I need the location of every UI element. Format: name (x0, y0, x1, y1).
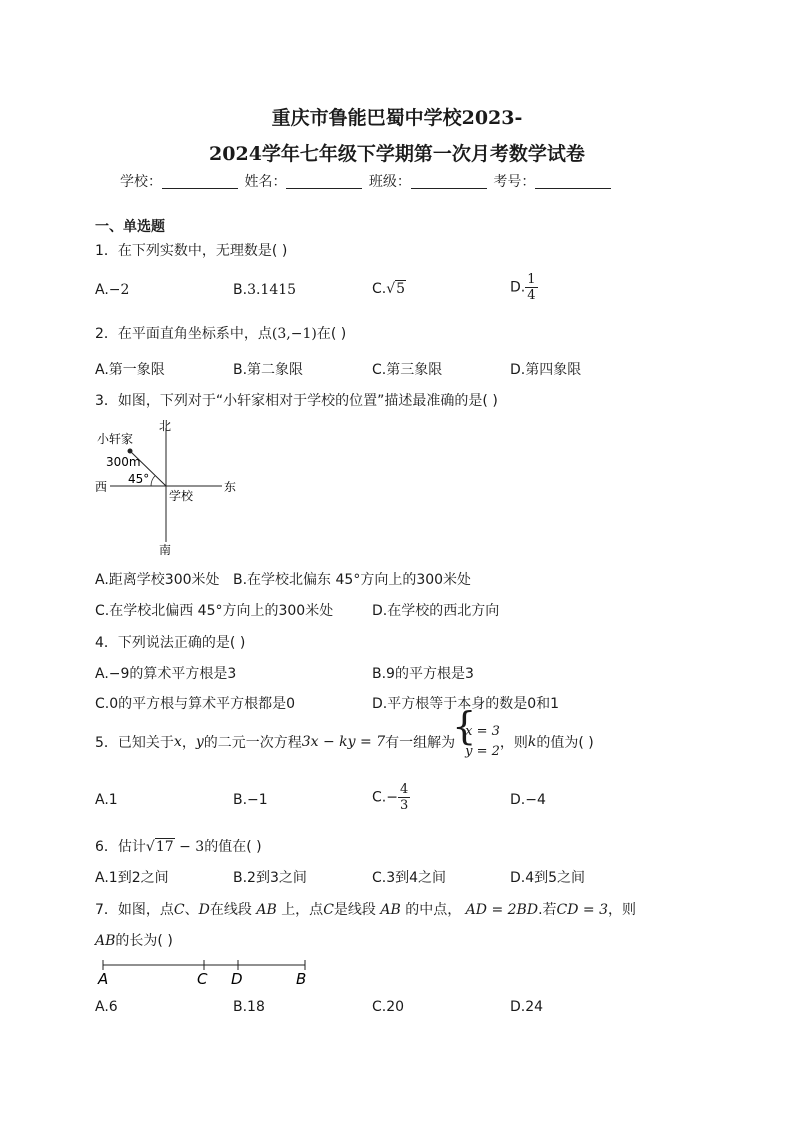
class-label: 班级： (368, 174, 411, 190)
question-3-stem: 3．如图，下列对于“小轩家相对于学校的位置”描述最准确的是( ) (95, 393, 498, 409)
exam-number-blank[interactable] (535, 174, 611, 189)
question-2-option-c: C.第三象限 (372, 362, 443, 378)
question-4-option-c: C.0的平方根与算术平方根都是0 (95, 696, 296, 712)
north-label: 北 (159, 419, 172, 433)
school-label: 学校 (169, 489, 194, 503)
question-7-option-d: D.24 (510, 999, 544, 1015)
west-label: 西 (95, 480, 108, 494)
question-5-option-d: D.−4 (510, 792, 546, 808)
equation-system: { x = 3 y = 2 (455, 722, 500, 762)
question-3-option-b: B.在学校北偏东 45°方向上的300米处 (233, 572, 472, 588)
question-7-option-b: B.18 (233, 999, 265, 1015)
question-3-option-d: D.在学校的西北方向 (372, 603, 500, 619)
question-4-option-d: D.平方根等于本身的数是0和1 (372, 696, 560, 712)
question-5-option-b: B.−1 (233, 792, 268, 808)
question-5-option-a: A.1 (95, 792, 118, 808)
question-2-option-a: A.第一象限 (95, 362, 165, 378)
east-label: 东 (224, 480, 237, 494)
point-c-label: C (197, 970, 208, 988)
home-point (128, 449, 133, 454)
question-3-option-c: C.在学校北偏西 45°方向上的300米处 (95, 603, 334, 619)
question-6-option-b: B.2到3之间 (233, 870, 307, 886)
compass-figure (90, 414, 250, 560)
question-6-option-d: D.4到5之间 (510, 870, 586, 886)
question-7-stem-line-1: 7．如图，点C、D在线段 AB 上，点C是线段 AB 的中点， AD = 2BD.若CD = 3，则 (95, 902, 636, 918)
student-info-row (120, 171, 613, 191)
question-6-stem: 6．估计√17 − 3的值在( ) (95, 839, 262, 855)
question-6-option-c: C.3到4之间 (372, 870, 447, 886)
school-blank[interactable] (162, 174, 238, 189)
question-5-stem: 5．已知关于x，y的二元一次方程3x − ky = 7有一组解为 { x = 3 y = 2 ，则k的值为( ) (95, 722, 594, 762)
segment-figure (95, 955, 315, 991)
question-4-option-a: A.−9的算术平方根是3 (95, 666, 237, 682)
question-7-option-c: C.20 (372, 999, 405, 1015)
section-title: 一、单选题 (95, 219, 165, 235)
question-7-option-a: A.6 (95, 999, 118, 1015)
angle-label: 45° (128, 472, 150, 486)
question-2-option-b: B.第二象限 (233, 362, 304, 378)
question-4-stem: 4．下列说法正确的是( ) (95, 635, 246, 651)
question-2-stem: 2．在平面直角坐标系中，点(3,−1)在( ) (95, 326, 347, 342)
point-d-label: D (231, 970, 243, 988)
question-1-stem: 1．在下列实数中，无理数是( ) (95, 243, 288, 259)
question-2-option-d: D.第四象限 (510, 362, 582, 378)
home-label: 小轩家 (97, 432, 134, 446)
name-label: 姓名： (244, 174, 287, 190)
question-5-option-c: C.− $\frac{4}{3}$ (372, 782, 409, 813)
angle-arc (151, 475, 155, 486)
question-4-option-b: B.9的平方根是3 (372, 666, 474, 682)
question-1-option-b: B.3.1415 (233, 282, 297, 298)
paper-title-line-2: 2024学年七年级下学期第一次月考数学试卷 (209, 143, 585, 165)
south-label: 南 (159, 543, 172, 557)
question-7-stem-line-2: AB的长为( ) (95, 933, 173, 949)
question-1-option-a: A.−2 (95, 282, 130, 298)
question-3-option-a: A.距离学校300米处 (95, 572, 220, 588)
exam-number-label: 考号： (493, 174, 536, 190)
distance-label: 300m (106, 455, 141, 469)
class-blank[interactable] (411, 174, 487, 189)
paper-title-line-1: 重庆市鲁能巴蜀中学校2023- (271, 107, 523, 129)
question-1-option-d: D. $\frac{1}{4}$ (510, 272, 536, 303)
school-label: 学校： (120, 174, 162, 190)
point-a-label: A (98, 970, 109, 988)
point-b-label: B (296, 970, 307, 988)
question-1-option-c: C.√5 (372, 281, 406, 297)
name-blank[interactable] (286, 174, 362, 189)
question-6-option-a: A.1到2之间 (95, 870, 169, 886)
